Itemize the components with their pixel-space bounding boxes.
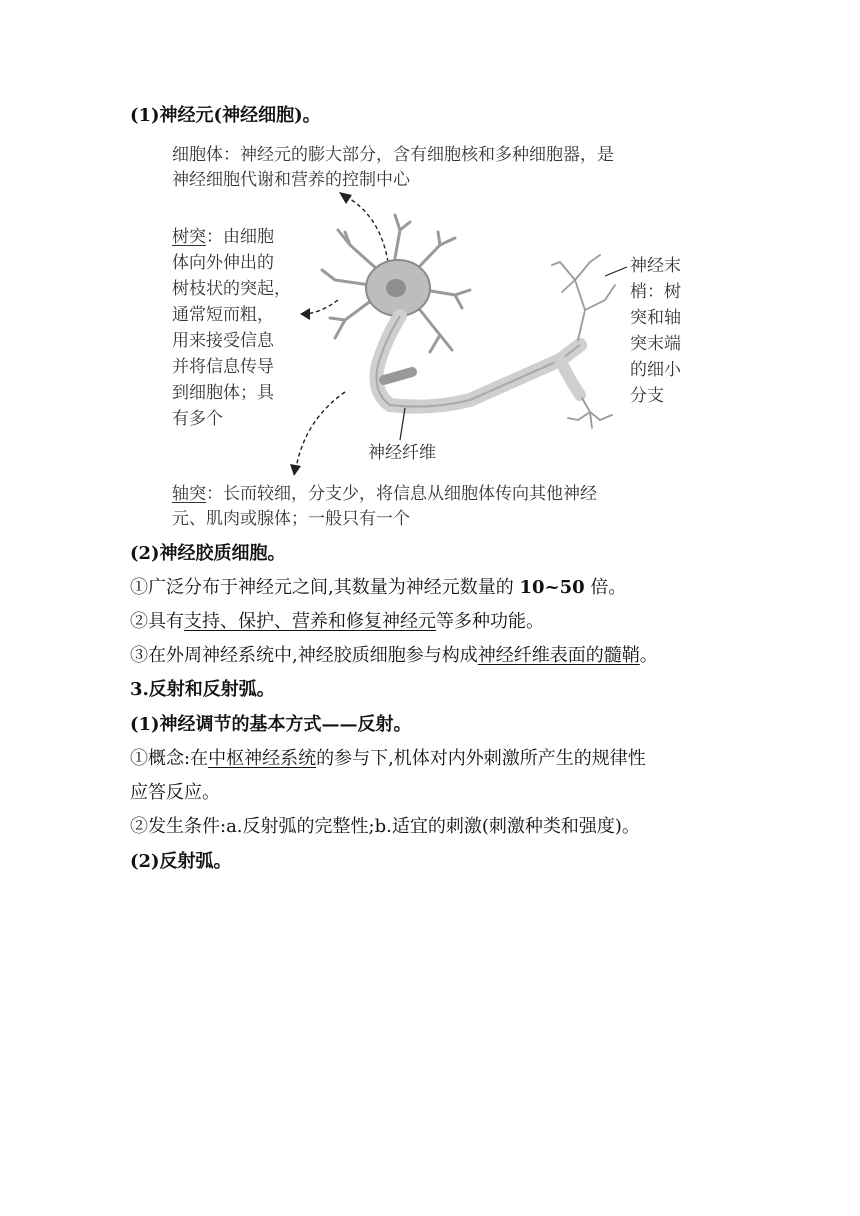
glial-item-3: ③在外周神经系统中,神经胶质细胞参与构成神经纤维表面的髓鞘。 (130, 645, 658, 666)
dendrite-caption-line: 到细胞体；具 (172, 383, 274, 403)
condition-line: ②发生条件:a.反射弧的完整性;b.适宜的刺激(刺激种类和强度)。 (130, 816, 640, 837)
dendrite-caption-line: 树枝状的突起， (172, 279, 291, 299)
concept-line-2: 应答反应。 (130, 782, 220, 803)
dendrite-caption-line-1: 树突：由细胞 (172, 227, 274, 247)
axon-caption-line-2: 元、肌肉或腺体；一般只有一个 (172, 509, 410, 529)
terminal-caption-line: 的细小 (630, 360, 681, 380)
dendrite-caption-line: 并将信息传导 (172, 357, 274, 377)
glial-item-2: ②具有支持、保护、营养和修复神经元等多种功能。 (130, 611, 544, 632)
underlined-answer: 中枢神经系统 (208, 748, 317, 769)
cell-body-caption-line-2: 神经细胞代谢和营养的控制中心 (172, 170, 410, 190)
dendrite-caption-line: 有多个 (172, 409, 223, 429)
cell-body-caption-line-1: 细胞体：神经元的膨大部分，含有细胞核和多种细胞器，是 (172, 145, 614, 165)
terminal-caption-line: 梢：树 (630, 282, 681, 302)
axon-term: 轴突 (172, 484, 206, 504)
dendrite-term: 树突 (172, 227, 206, 247)
dendrite-caption-line: 体向外伸出的 (172, 253, 274, 273)
underlined-answer: 支持、保护、营养和修复神经元 (184, 611, 436, 632)
section-heading-neuron: (1)神经元(神经细胞)。 (130, 105, 321, 126)
section-heading-reflex: 3.反射和反射弧。 (130, 679, 275, 700)
section-heading-glial: (2)神经胶质细胞。 (130, 543, 286, 564)
underlined-answer: 神经纤维表面的髓鞘 (477, 645, 640, 666)
axon-caption-line-1: 轴突：长而较细，分支少，将信息从细胞体传向其他神经 (172, 484, 597, 504)
dendrite-caption-line: 通常短而粗， (172, 305, 274, 325)
concept-line-1: ①概念:在中枢神经系统的参与下,机体对内外刺激所产生的规律性 (130, 748, 646, 769)
dendrite-caption-line: 用来接受信息 (172, 331, 274, 351)
terminal-caption-line: 突和轴 (630, 308, 681, 328)
terminal-caption-line: 分支 (630, 386, 664, 406)
subheading-reflex-arc: (2)反射弧。 (130, 851, 232, 872)
terminal-caption-line: 突末端 (630, 334, 681, 354)
terminal-caption-line: 神经末 (630, 256, 681, 276)
subheading-reflex-basic: (1)神经调节的基本方式——反射。 (130, 714, 412, 735)
nerve-fiber-label: 神经纤维 (368, 443, 436, 463)
glial-item-1: ①广泛分布于神经元之间,其数量为神经元数量的 10~50 倍。 (130, 577, 627, 598)
